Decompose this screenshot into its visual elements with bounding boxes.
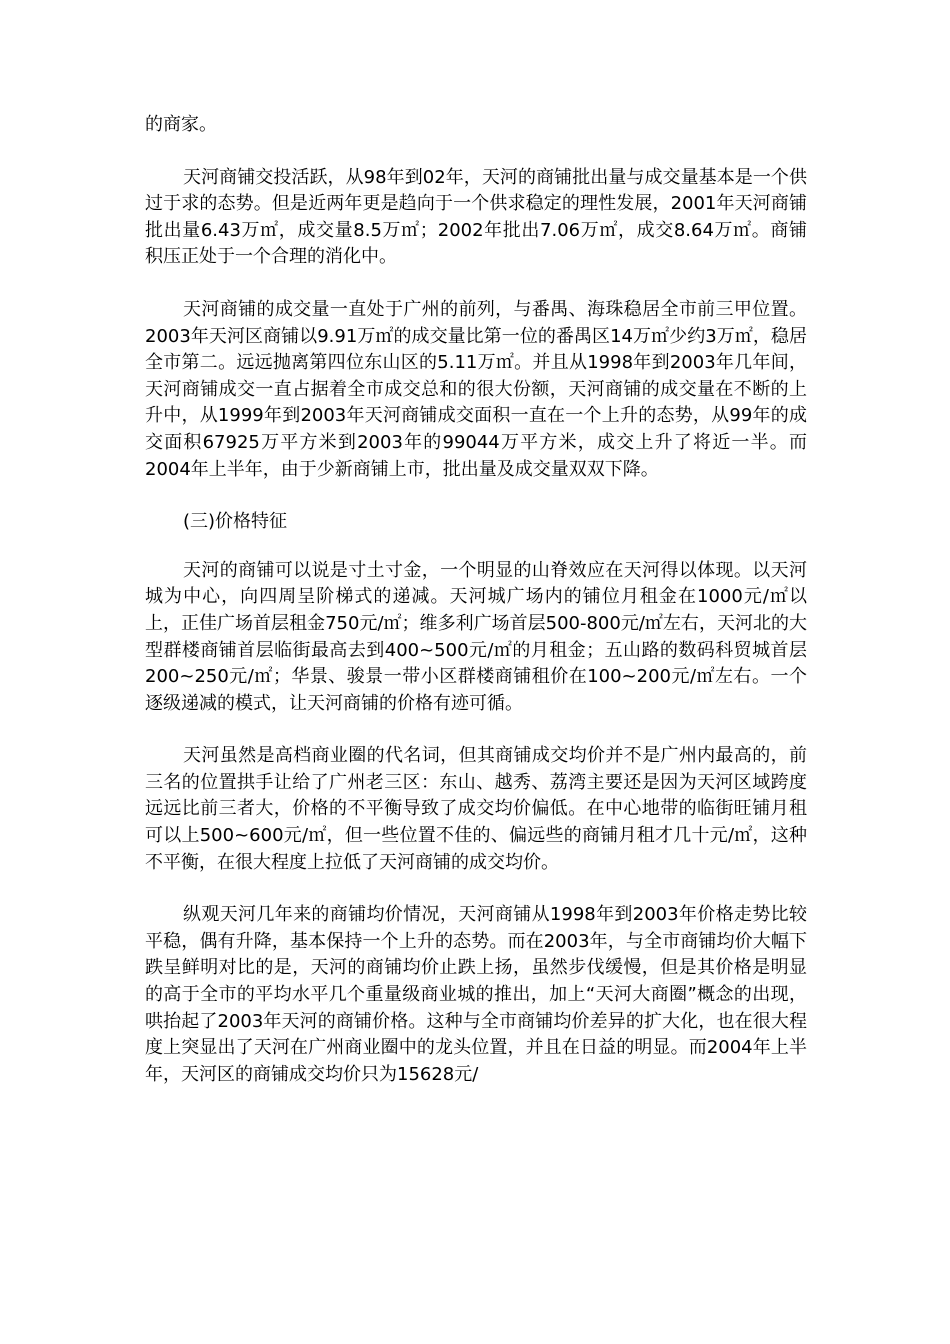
section-heading-price-features: (三)价格特征 <box>183 511 288 533</box>
document-page <box>145 112 807 1114</box>
paragraph-continuation: 的商家。 <box>145 114 217 135</box>
paragraph-rent-gradient: 天河的商铺可以说是寸土寸金，一个明显的山脊效应在天河得以体现。以天河城为中心，向四周呈阶梯式的递减。天河城广场内的铺位月租金在1000元/㎡以上，正佳广场首层租金750元/㎡；维多利广场首层500-800元/㎡左右，天河北的大型群楼商铺首层临街最高去到400~500元/㎡的月租金；五山路的数码科贸城首层200~250元/㎡；华景、骏景一带小区群楼商铺租价在100~200元/㎡左右。一个逐级递减的模式，让天河商铺的价格有迹可循。 <box>145 559 807 714</box>
paragraph-price-trend: 纵观天河几年来的商铺均价情况，天河商铺从1998年到2003年价格走势比较平稳，偶有升降，基本保持一个上升的态势。而在2003年，与全市商铺均价大幅下跌呈鲜明对比的是，天河的商铺均价止跌上扬，虽然步伐缓慢，但是其价格是明显的高于全市的平均水平几个重量级商业城的推出，加上“天河大商圈”概念的出现，哄抬起了2003年天河的商铺价格。这种与全市商铺均价差异的扩大化，也在很大程度上突显出了天河在广州商业圈中的龙头位置，并且在日益的明显。而2004年上半年，天河区的商铺成交均价只为15628元/ <box>145 904 807 1085</box>
paragraph-transaction-volume: 天河商铺的成交量一直处于广州的前列，与番禺、海珠稳居全市前三甲位置。2003年天河区商铺以9.91万㎡的成交量比第一位的番禺区14万㎡少约3万㎡，稳居全市第二。远远抛离第四位东山区的5.11万㎡。并且从1998年到2003年几年间，天河商铺成交一直占据着全市成交总和的很大份额，天河商铺的成交量在不断的上升中，从1999年到2003年天河商铺成交面积一直在一个上升的态势，从99年的成交面积67925万平方米到2003年的99044万平方米，成交上升了将近一半。而2004年上半年，由于少新商铺上市，批出量及成交量双双下降。 <box>145 298 807 480</box>
paragraph-average-price: 天河虽然是高档商业圈的代名词，但其商铺成交均价并不是广州内最高的，前三名的位置拱手让给了广州老三区：东山、越秀、荔湾主要还是因为天河区域跨度远远比前三者大，价格的不平衡导致了成交均价偏低。在中心地带的临街旺铺月租可以上500~600元/㎡，但一些位置不佳的、偏远些的商铺月租才几十元/㎡，这种不平衡，在很大程度上拉低了天河商铺的成交均价。 <box>145 745 807 873</box>
paragraph-transaction-activity: 天河商铺交投活跃，从98年到02年，天河的商铺批出量与成交量基本是一个供过于求的态势。但是近两年更是趋向于一个供求稳定的理性发展，2001年天河商铺批出量6.43万㎡，成交量8.5万㎡；2002年批出7.06万㎡，成交8.64万㎡。商铺积压正处于一个合理的消化中。 <box>145 166 807 268</box>
